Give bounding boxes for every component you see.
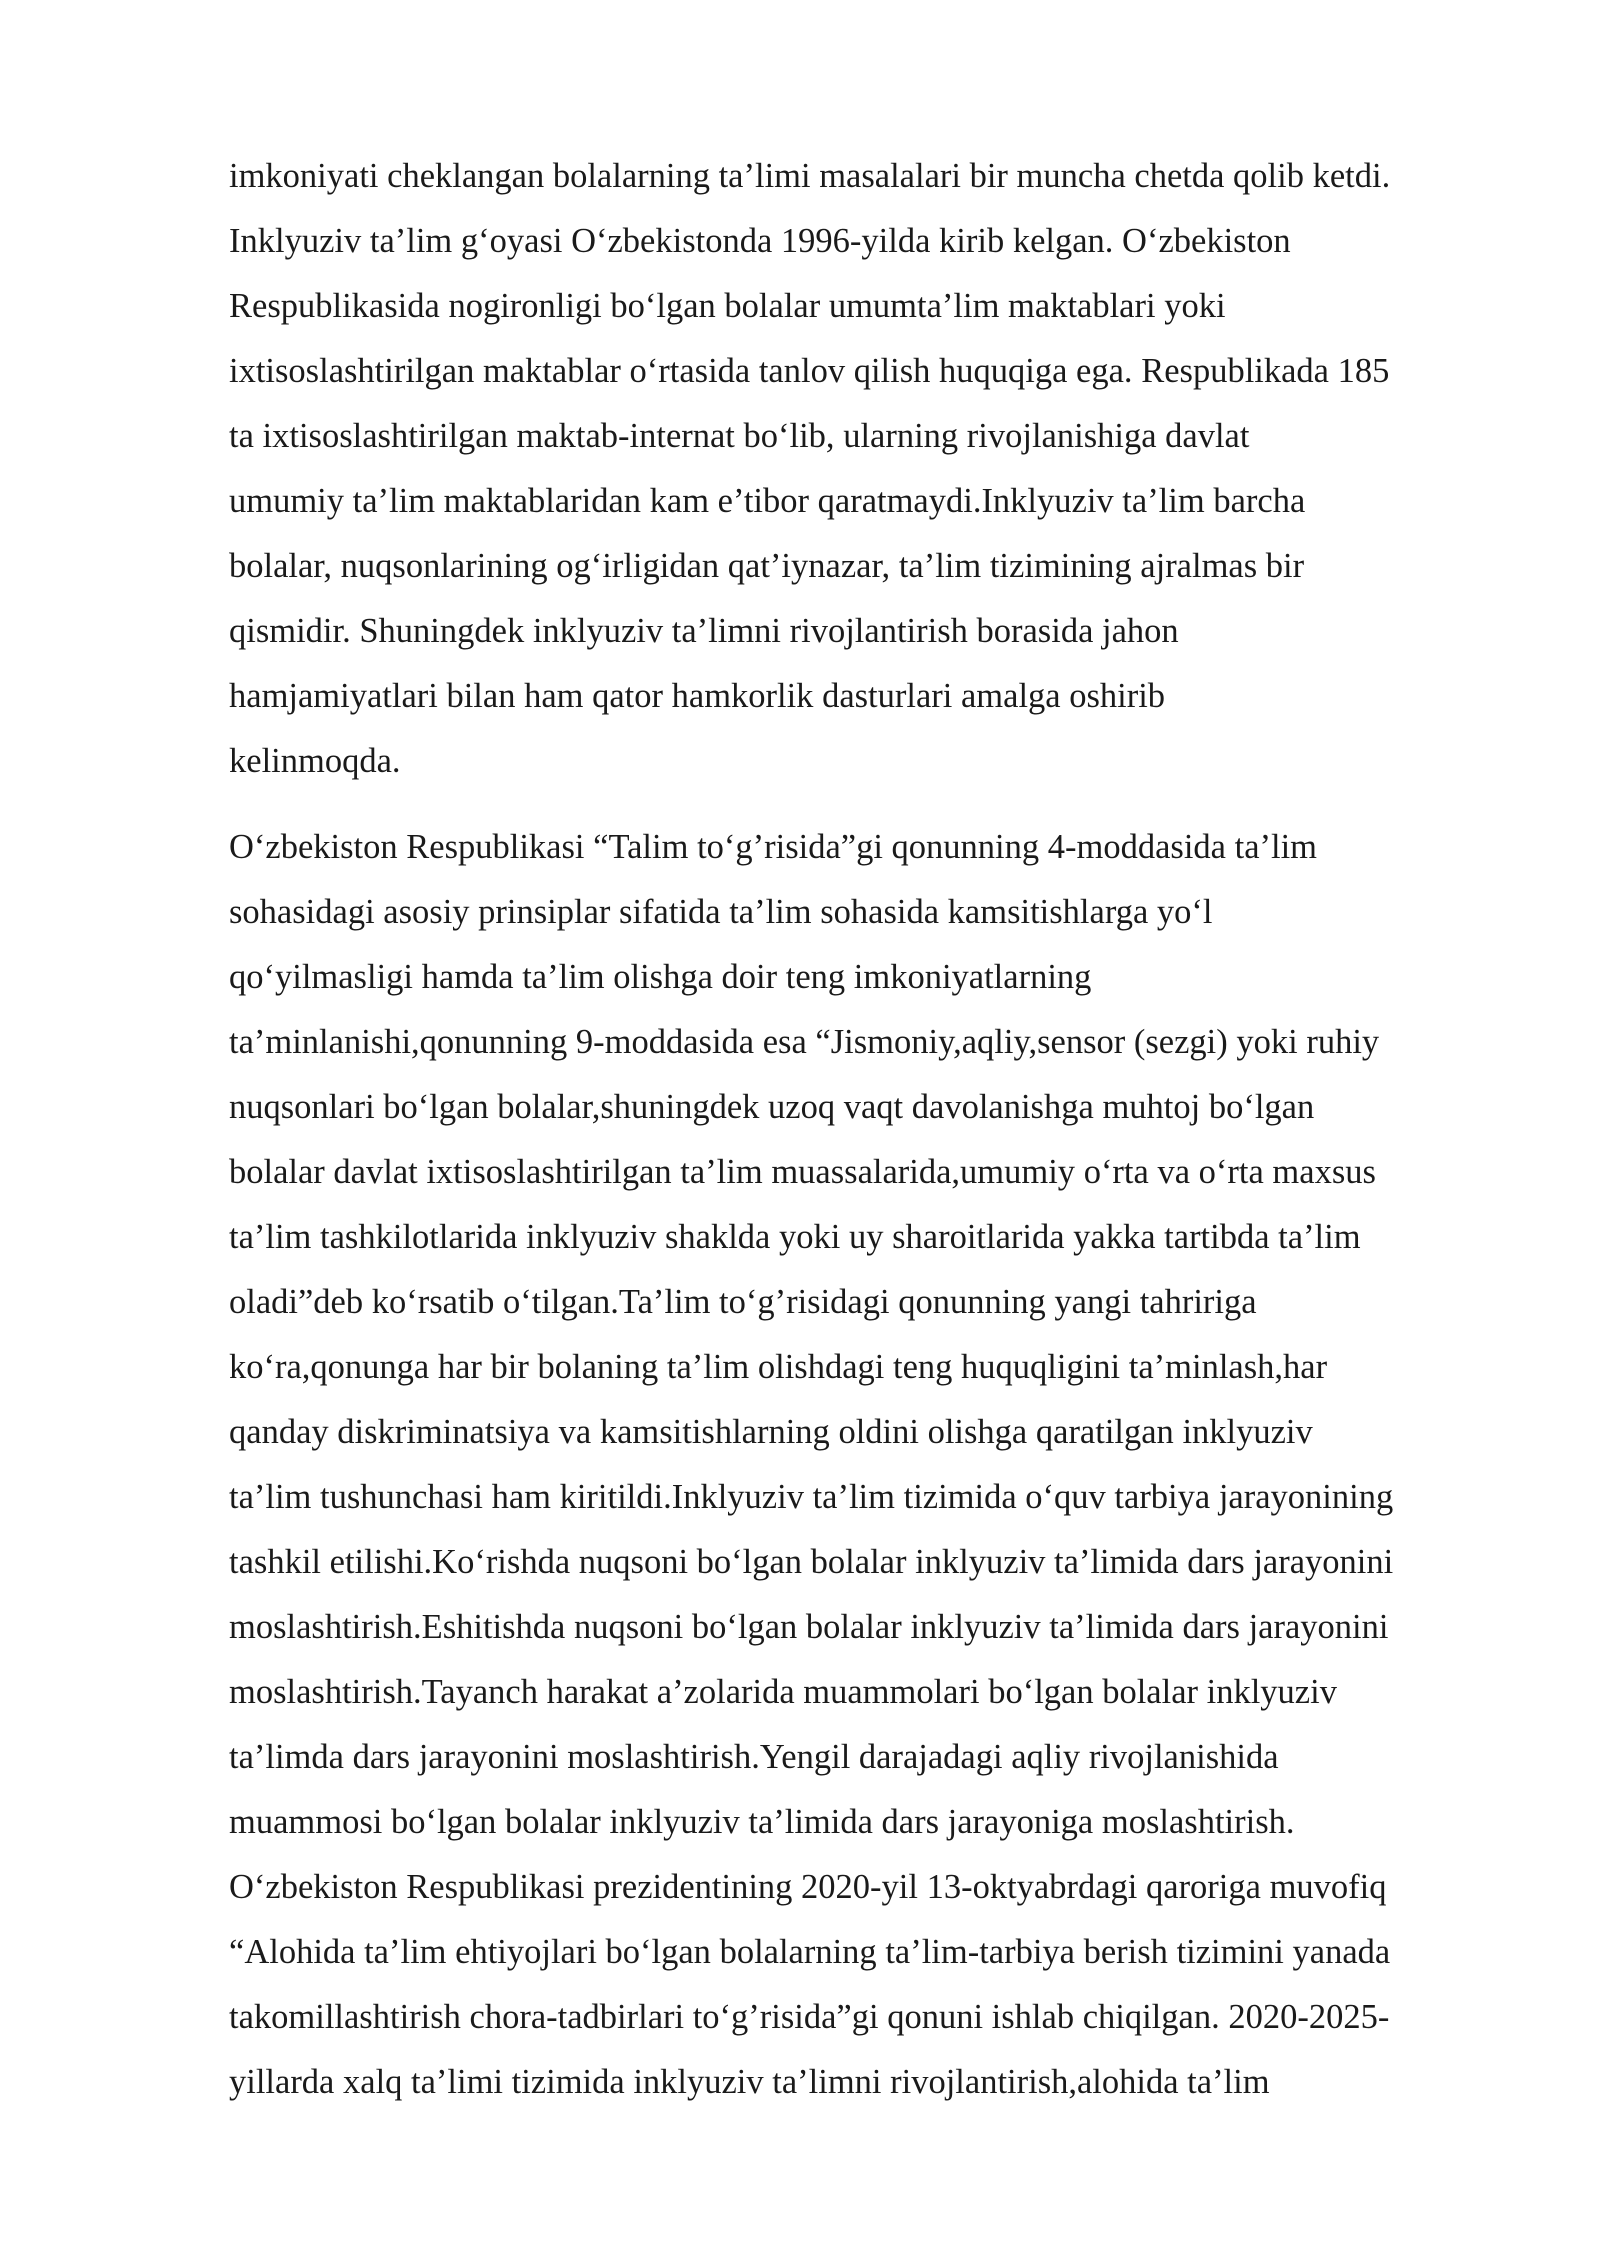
text-line: takomillashtirish chora-tadbirlari to‘g’risida”gi qonuni ishlab chiqilgan. 2020-2025- bbox=[229, 1998, 1390, 2036]
text-line: Respublikasida nogironligi bo‘lgan bolalar umumta’lim maktablari yoki bbox=[229, 287, 1226, 325]
text-line: O‘zbekiston Respublikasi prezidentining 2020-yil 13-oktyabrdagi qaroriga muvofiq bbox=[229, 1868, 1387, 1906]
text-line: umumiy ta’lim maktablaridan kam e’tibor qaratmaydi.Inklyuziv ta’lim barcha bbox=[229, 482, 1306, 520]
text-line: bolalar davlat ixtisoslashtirilgan ta’lim muassalarida,umumiy o‘rta va o‘rta maxsus bbox=[229, 1153, 1376, 1191]
text-line: kelinmoqda. bbox=[229, 742, 401, 780]
text-line: qismidir. Shuningdek inklyuziv ta’limni rivojlantirish borasida jahon bbox=[229, 612, 1179, 650]
text-line: ko‘ra,qonunga har bir bolaning ta’lim olishdagi teng huquqligini ta’minlash,har bbox=[229, 1348, 1328, 1386]
text-line: ta’lim tushunchasi ham kiritildi.Inklyuziv ta’lim tizimida o‘quv tarbiya jarayonining bbox=[229, 1478, 1394, 1516]
paragraph-1 bbox=[229, 144, 1487, 794]
text-line: muammosi bo‘lgan bolalar inklyuziv ta’limida dars jarayoniga moslashtirish. bbox=[229, 1803, 1295, 1841]
text-line: imkoniyati cheklangan bolalarning ta’limi masalalari bir muncha chetda qolib ketdi. bbox=[229, 157, 1391, 195]
text-line: ixtisoslashtirilgan maktablar o‘rtasida tanlov qilish huquqiga ega. Respublikada 185 bbox=[229, 352, 1390, 390]
text-line: oladi”deb ko‘rsatib o‘tilgan.Ta’lim to‘g’risidagi qonunning yangi tahririga bbox=[229, 1283, 1257, 1321]
text-line: yillarda xalq ta’limi tizimida inklyuziv ta’limni rivojlantirish,alohida ta’lim bbox=[229, 2063, 1270, 2101]
text-line: Inklyuziv ta’lim g‘oyasi O‘zbekistonda 1996-yilda kirib kelgan. O‘zbekiston bbox=[229, 222, 1291, 260]
text-line: bolalar, nuqsonlarining og‘irligidan qat’iynazar, ta’lim tizimining ajralmas bir bbox=[229, 547, 1305, 585]
paragraph-2 bbox=[229, 815, 1487, 2115]
text-line: ta’lim tashkilotlarida inklyuziv shaklda yoki uy sharoitlarida yakka tartibda ta’lim bbox=[229, 1218, 1361, 1256]
text-line: moslashtirish.Tayanch harakat a’zolarida muammolari bo‘lgan bolalar inklyuziv bbox=[229, 1673, 1337, 1711]
text-line: tashkil etilishi.Ko‘rishda nuqsoni bo‘lgan bolalar inklyuziv ta’limida dars jarayonini bbox=[229, 1543, 1394, 1581]
text-line: ta’limda dars jarayonini moslashtirish.Yengil darajadagi aqliy rivojlanishida bbox=[229, 1738, 1279, 1776]
text-line: “Alohida ta’lim ehtiyojlari bo‘lgan bolalarning ta’lim-tarbiya berish tizimini yanada bbox=[229, 1933, 1391, 1971]
text-line: ta ixtisoslashtirilgan maktab-internat bo‘lib, ularning rivojlanishiga davlat bbox=[229, 417, 1250, 455]
text-line: moslashtirish.Eshitishda nuqsoni bo‘lgan bolalar inklyuziv ta’limida dars jarayonini bbox=[229, 1608, 1389, 1646]
text-line: qanday diskriminatsiya va kamsitishlarning oldini olishga qaratilgan inklyuziv bbox=[229, 1413, 1313, 1451]
text-line: hamjamiyatlari bilan ham qator hamkorlik dasturlari amalga oshirib bbox=[229, 677, 1166, 715]
text-line: O‘zbekiston Respublikasi “Talim to‘g’risida”gi qonunning 4-moddasida ta’lim bbox=[229, 828, 1318, 866]
text-line: ta’minlanishi,qonunning 9-moddasida esa “Jismoniy,aqliy,sensor (sezgi) yoki ruhiy bbox=[229, 1023, 1380, 1061]
text-line: qo‘yilmasligi hamda ta’lim olishga doir teng imkoniyatlarning bbox=[229, 958, 1092, 996]
text-line: nuqsonlari bo‘lgan bolalar,shuningdek uzoq vaqt davolanishga muhtoj bo‘lgan bbox=[229, 1088, 1315, 1126]
text-line: sohasidagi asosiy prinsiplar sifatida ta’lim sohasida kamsitishlarga yo‘l bbox=[229, 893, 1213, 931]
